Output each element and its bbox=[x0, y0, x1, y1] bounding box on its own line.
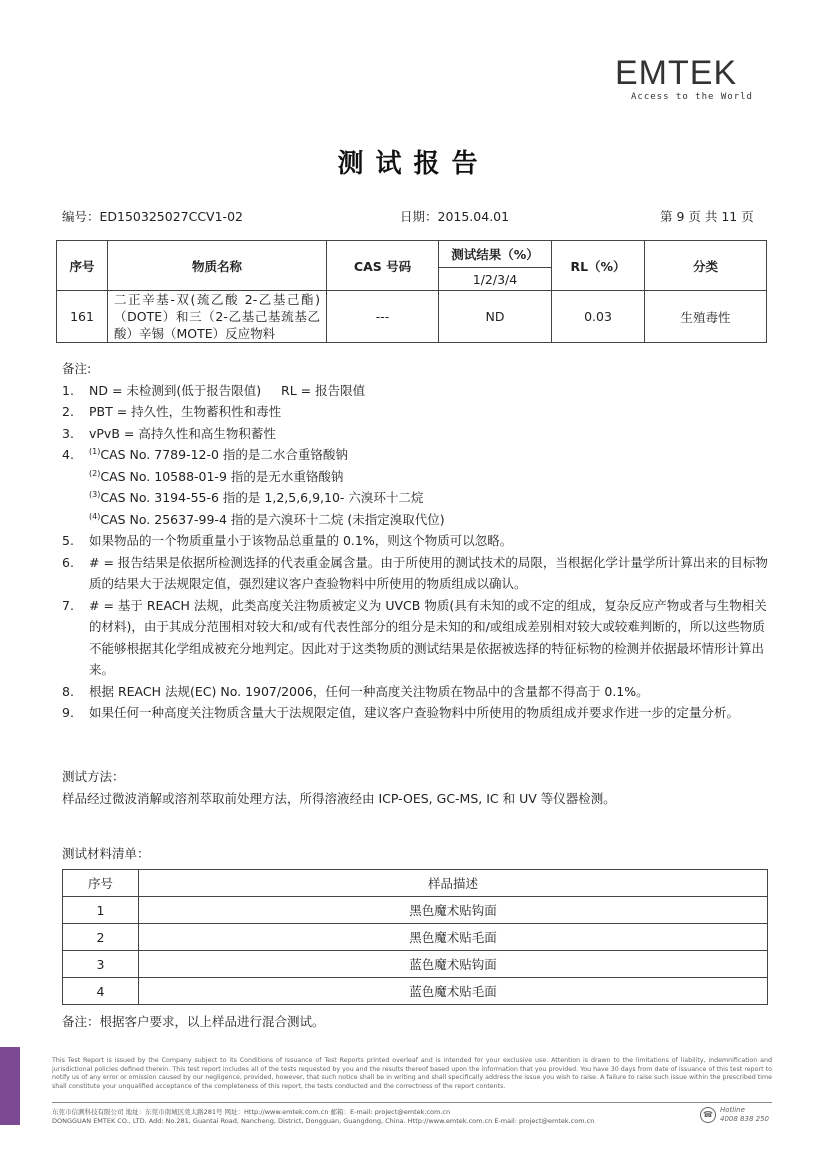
note-item: 7. # = 基于 REACH 法规，此类高度关注物质被定义为 UVCB 物质(具有未知的或不定的组成，复杂反应产物或者与生物相关的材料)，由于其成分范围相对较大和/或有代表性部分的组分是未知的和/或组成差别相对较大或较难判断的，所以这些物质不能够根据其化学组成被充分地判定。因此对于这类物质的测试结果是依据被选择的特征标物的检测并依据最坏情形计算出来。 bbox=[62, 597, 767, 677]
phone-icon: ☎ bbox=[700, 1107, 716, 1123]
material-desc: 蓝色魔术贴钩面 bbox=[139, 951, 768, 978]
test-method-section bbox=[62, 766, 772, 810]
note-item: 6. # = 报告结果是依据所检测选择的代表重金属含量。由于所使用的测试技术的局限，当根据化学计量学所计算出来的目标物质的结果大于法规限定值，强烈建议客户查验物料中所使用的物质组成以确认。 bbox=[62, 554, 768, 591]
material-desc: 黑色魔术贴毛面 bbox=[139, 924, 768, 951]
material-no: 4 bbox=[63, 978, 139, 1005]
page-number: 第 9 页 共 11 页 bbox=[660, 209, 754, 224]
note-item: 4. $^{(1)}$CAS No. 7789-12-0 指的是二水合重铬酸钠 bbox=[62, 446, 348, 462]
header-rl: RL（%） bbox=[552, 241, 645, 291]
materials-header-no: 序号 bbox=[63, 870, 139, 897]
header-result-sub: 1/2/3/4 bbox=[439, 268, 552, 291]
footer-disclaimer: This Test Report is issued by the Company subject to its Conditions of Issuance of Test Reports printed overleaf and is intended for your exclusive use. Attention is drawn to the limitations of liability, indemnification and jurisdictional policies defined therein. This test report includes all of the tests requested by you and the results thereof based upon the information that you provided. You have 30 days from date of issuance of this test report to notify us of any error or omission caused by our negligence, provided, however, that such notice shall be in writing and shall specifically address the issue you wish to raise. A failure to raise such issue within the prescribed time shall constitute your unqualified acceptance of the completeness of this report, the tests conducted and the correctness of the report contents. bbox=[52, 1057, 772, 1090]
cell-category: 生殖毒性 bbox=[645, 291, 767, 343]
report-title: 测试报告 bbox=[337, 149, 490, 179]
side-accent-bar bbox=[0, 1047, 20, 1125]
cell-result: ND bbox=[439, 291, 552, 343]
test-method-text: 样品经过微波消解或溶剂萃取前处理方法，所得溶液经由 ICP-OES, GC-MS, IC 和 UV 等仪器检测。 bbox=[62, 791, 616, 806]
note-item: $^{(2)}$CAS No. 10588-01-9 指的是无水重铬酸钠 bbox=[89, 468, 344, 484]
header-no: 序号 bbox=[57, 241, 108, 291]
header-category: 分类 bbox=[645, 241, 767, 291]
company-logo bbox=[615, 56, 775, 102]
header-cas: CAS 号码 bbox=[327, 241, 439, 291]
cell-rl: 0.03 bbox=[552, 291, 645, 343]
note-item: 1. ND = 未检测到(低于报告限值) RL = 报告限值 bbox=[62, 382, 366, 398]
cell-cas: --- bbox=[327, 291, 439, 343]
header-result: 测试结果（%） bbox=[439, 241, 552, 268]
footnote-marker: (2) bbox=[89, 468, 101, 478]
material-no: 1 bbox=[63, 897, 139, 924]
results-table bbox=[56, 240, 767, 343]
note-item: $^{(3)}$CAS No. 3194-55-6 指的是 1,2,5,6,9,10- 六溴环十二烷 bbox=[89, 489, 424, 505]
materials-label: 测试材料清单： bbox=[62, 846, 150, 861]
cell-no: 161 bbox=[57, 291, 108, 343]
footnote-marker: (4) bbox=[89, 511, 101, 521]
footer-address-en: DONGGUAN EMTEK CO., LTD. Add: No.281, Guantai Road, Nancheng, District, Dongguan, Guangdong, China. Http://www.emtek.com.cn E-mail: project@emtek.com.cn bbox=[52, 1117, 595, 1125]
note-item: 5. 如果物品的一个物质重量小于该物品总重量的 0.1%，则这个物质可以忽略。 bbox=[62, 533, 513, 548]
footer-address bbox=[52, 1108, 594, 1126]
table-row bbox=[63, 951, 768, 978]
notes-label: 备注: bbox=[62, 361, 92, 376]
hotline bbox=[720, 1106, 769, 1124]
note-item: 2. PBT = 持久性，生物蓄积性和毒性 bbox=[62, 404, 282, 419]
note-item: 8. 根据 REACH 法规(EC) No. 1907/2006，任何一种高度关注物质在物品中的含量都不得高于 0.1%。 bbox=[62, 683, 649, 699]
report-number: 编号：ED150325027CCV1-02 bbox=[62, 209, 243, 224]
report-date: 日期：2015.04.01 bbox=[400, 209, 510, 224]
table-row bbox=[57, 291, 767, 343]
header-substance: 物质名称 bbox=[108, 241, 327, 291]
material-no: 3 bbox=[63, 951, 139, 978]
materials-table bbox=[62, 869, 768, 1005]
table-row bbox=[63, 924, 768, 951]
material-no: 2 bbox=[63, 924, 139, 951]
footer-address-cn: 东莞市信测科技有限公司 地址：东莞市南城区莞太路281号 网址：Http://www.emtek.com.cn 邮箱：E-mail: project@emtek.com.cn bbox=[52, 1108, 451, 1116]
footnote-marker: (1) bbox=[89, 446, 101, 456]
hotline-number: 4008 838 250 bbox=[720, 1115, 769, 1123]
notes-section bbox=[62, 358, 772, 724]
material-desc: 蓝色魔术贴毛面 bbox=[139, 978, 768, 1005]
material-desc: 黑色魔术贴钩面 bbox=[139, 897, 768, 924]
logo-tagline: Access to the World bbox=[631, 92, 753, 102]
remark-text: 备注：根据客户要求，以上样品进行混合测试。 bbox=[62, 1014, 325, 1029]
note-item: $^{(4)}$CAS No. 25637-99-4 指的是六溴环十二烷 (未指定溴取代位) bbox=[89, 511, 445, 527]
table-row bbox=[63, 978, 768, 1005]
footer-divider bbox=[52, 1102, 772, 1103]
test-method-label: 测试方法： bbox=[62, 769, 125, 784]
note-item: 9. 如果任何一种高度关注物质含量大于法规限定值，建议客户查验物料中所使用的物质组成并要求作进一步的定量分析。 bbox=[62, 705, 740, 720]
note-item: 3. vPvB = 高持久性和高生物积蓄性 bbox=[62, 425, 276, 441]
footnote-marker: (3) bbox=[89, 489, 101, 499]
hotline-label: Hotline bbox=[720, 1106, 745, 1114]
logo-text: EMTEK bbox=[615, 54, 738, 92]
table-row bbox=[63, 897, 768, 924]
cell-substance: 二正辛基-双(巯乙酸 2-乙基己酯)（DOTE）和三（2-乙基己基巯基乙酸）辛锡（MOTE）反应物料 bbox=[108, 291, 327, 343]
materials-header-desc: 样品描述 bbox=[139, 870, 768, 897]
